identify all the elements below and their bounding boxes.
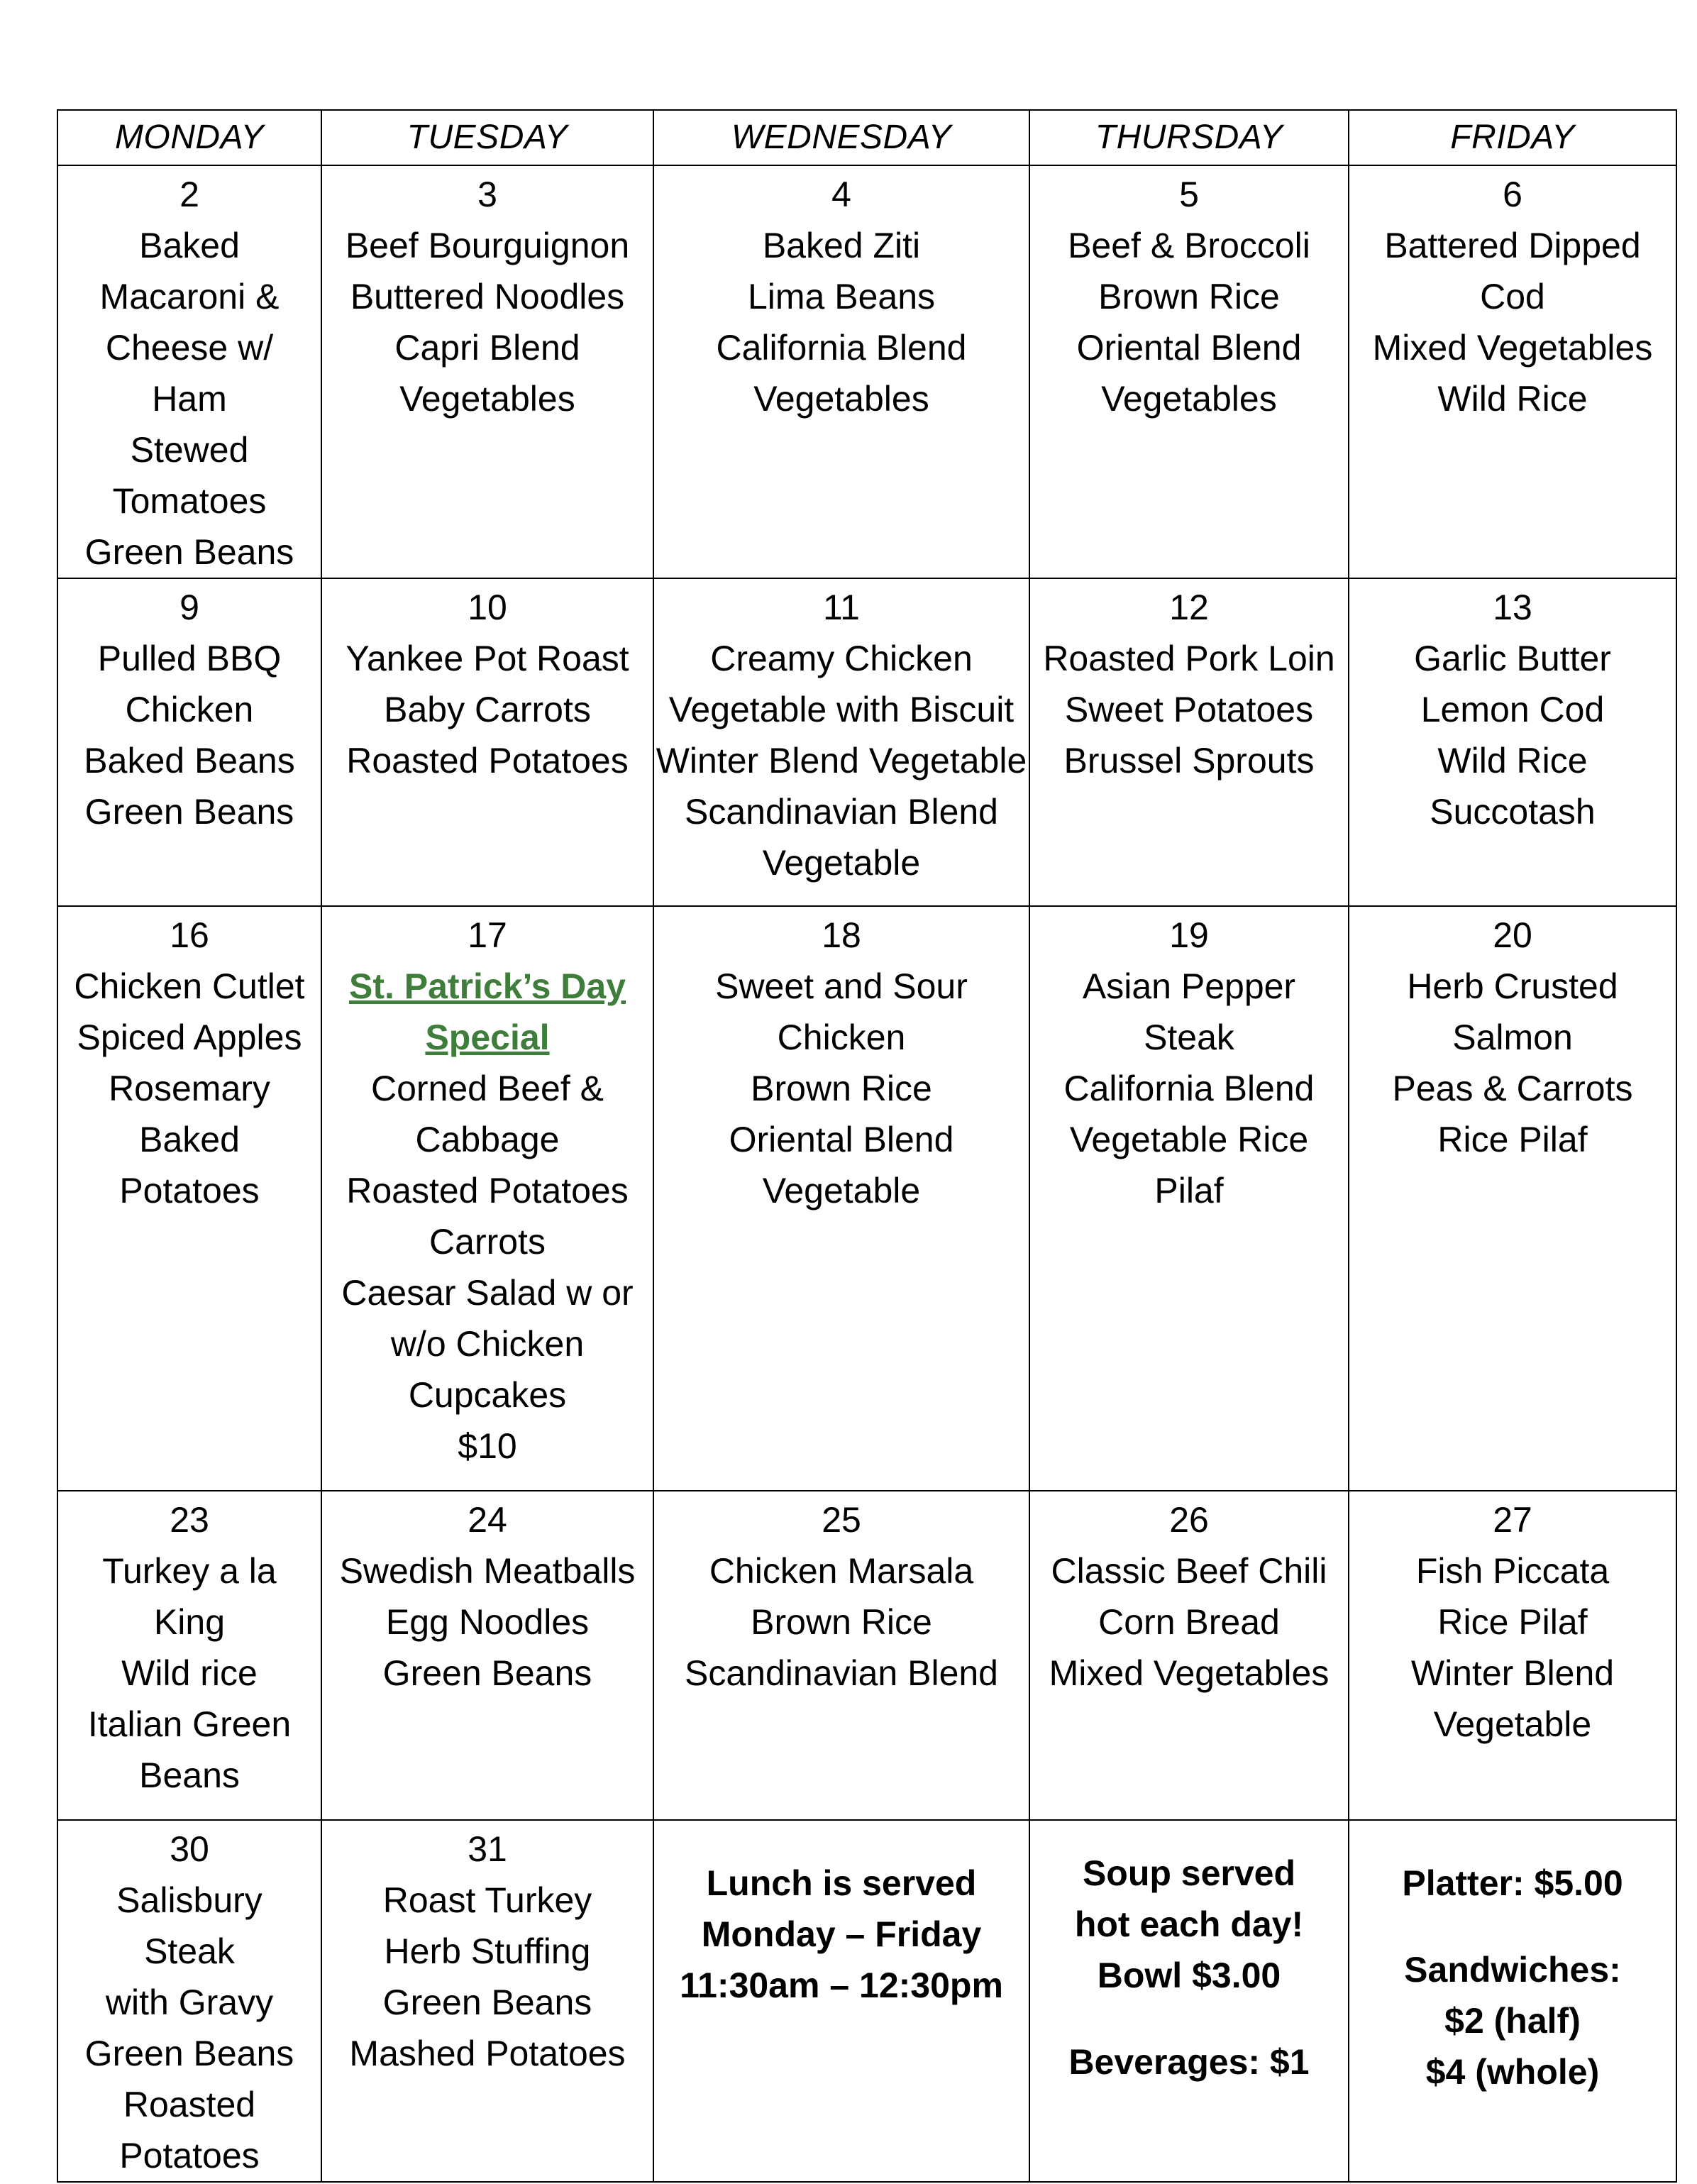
- menu-item: Baked Beans: [84, 741, 295, 781]
- menu-item: Rice Pilaf: [1437, 1120, 1588, 1159]
- date-number: 13: [1493, 588, 1532, 627]
- weekday-header-row: [57, 110, 1676, 165]
- menu-item: Ham: [152, 379, 227, 419]
- day-cell: [321, 165, 653, 578]
- date-number: 6: [1503, 175, 1522, 214]
- menu-item: California Blend: [1063, 1069, 1315, 1108]
- menu-item: Wild rice: [121, 1653, 258, 1693]
- day-cell: [57, 578, 321, 906]
- menu-item: Buttered Noodles: [350, 277, 625, 316]
- menu-item: Salisbury: [116, 1880, 262, 1920]
- menu-item: Capri Blend: [394, 328, 580, 368]
- day-cell: [653, 165, 1029, 578]
- menu-item: Potatoes: [119, 1171, 260, 1210]
- menu-item: Beef Bourguignon: [345, 226, 630, 265]
- menu-item: Green Beans: [84, 532, 294, 572]
- lunch-hours-cell: [653, 1820, 1029, 2182]
- menu-item: with Gravy: [105, 1982, 274, 2022]
- date-number: 20: [1493, 915, 1532, 955]
- menu-item: Sweet and Sour: [715, 966, 968, 1006]
- menu-item: Corned Beef &: [371, 1069, 604, 1108]
- date-number: 12: [1169, 588, 1209, 627]
- header-thursday: THURSDAY: [1029, 110, 1349, 165]
- menu-item: Creamy Chicken: [710, 639, 973, 678]
- menu-item: Peas & Carrots: [1392, 1069, 1633, 1108]
- sandwich-whole-price: $4 (whole): [1425, 2052, 1600, 2092]
- menu-item: Cupcakes: [408, 1375, 567, 1415]
- menu-item: Herb Crusted: [1407, 966, 1618, 1006]
- menu-item: California Blend: [716, 328, 967, 368]
- week-row-1: [57, 165, 1676, 578]
- menu-item: Chicken Marsala: [709, 1551, 974, 1591]
- day-cell: [1349, 1491, 1676, 1820]
- menu-item: Vegetables: [753, 379, 929, 419]
- soup-beverage-cell: [1029, 1820, 1349, 2182]
- date-number: 11: [823, 588, 860, 627]
- special-heading: Special: [425, 1017, 550, 1057]
- week-row-3: [57, 906, 1676, 1491]
- menu-item: Winter Blend: [1410, 1653, 1615, 1693]
- menu-item: Baked: [139, 1120, 240, 1159]
- menu-item: Roasted Potatoes: [346, 1171, 629, 1210]
- menu-item: Pulled BBQ: [97, 639, 282, 678]
- menu-item: Mixed Vegetables: [1049, 1653, 1330, 1693]
- date-number: 4: [831, 175, 851, 214]
- day-cell: [321, 578, 653, 906]
- header-monday: MONDAY: [57, 110, 321, 165]
- menu-item: Vegetables: [1101, 379, 1277, 419]
- date-number: 16: [170, 915, 209, 955]
- day-cell: [1349, 165, 1676, 578]
- menu-item: Stewed: [130, 430, 249, 470]
- menu-item: Vegetable: [762, 843, 921, 883]
- menu-item: Lemon Cod: [1420, 690, 1605, 729]
- day-cell: [321, 1820, 653, 2182]
- date-number: 5: [1179, 175, 1199, 214]
- date-number: 31: [468, 1829, 507, 1869]
- menu-item: Baked: [139, 226, 240, 265]
- sandwich-half-price: $2 (half): [1444, 2001, 1581, 2041]
- menu-item: Green Beans: [84, 2034, 294, 2073]
- date-number: 3: [477, 175, 497, 214]
- menu-item: Winter Blend Vegetable: [656, 741, 1027, 781]
- menu-item: Egg Noodles: [385, 1602, 590, 1642]
- menu-item: Beef & Broccoli: [1068, 226, 1310, 265]
- header-tuesday: TUESDAY: [321, 110, 653, 165]
- date-number: 30: [170, 1829, 209, 1869]
- menu-item: Macaroni &: [99, 277, 280, 316]
- soup-text: Soup served: [1082, 1853, 1296, 1893]
- lunch-hours-text: Lunch is served: [706, 1863, 977, 1903]
- day-cell: [1029, 1491, 1349, 1820]
- menu-item: Roasted: [123, 2085, 256, 2124]
- menu-item: Vegetable: [1433, 1704, 1592, 1744]
- menu-item: Caesar Salad w or: [341, 1273, 634, 1313]
- date-number: 9: [179, 588, 199, 627]
- menu-item: Beans: [139, 1755, 240, 1795]
- menu-item: Asian Pepper: [1082, 966, 1296, 1006]
- menu-item: Chicken: [777, 1017, 906, 1057]
- menu-item: Lima Beans: [747, 277, 936, 316]
- menu-item: Green Beans: [84, 792, 294, 832]
- menu-item: Yankee Pot Roast: [346, 639, 629, 678]
- sandwiches-label: Sandwiches:: [1404, 1950, 1621, 1990]
- day-cell: [1029, 165, 1349, 578]
- special-price: $10: [458, 1426, 517, 1466]
- menu-item: Cheese w/: [105, 328, 274, 368]
- menu-item: Green Beans: [382, 1982, 592, 2022]
- soup-text: hot each day!: [1074, 1904, 1304, 1944]
- menu-item: Wild Rice: [1437, 741, 1588, 781]
- beverage-price: Beverages: $1: [1068, 2042, 1310, 2082]
- menu-item: King: [153, 1602, 226, 1642]
- menu-item: Green Beans: [382, 1653, 592, 1693]
- menu-item: Cod: [1480, 277, 1545, 316]
- menu-item: Herb Stuffing: [384, 1931, 591, 1971]
- menu-item: Brown Rice: [751, 1602, 932, 1642]
- menu-item: Steak: [144, 1931, 235, 1971]
- date-number: 24: [468, 1500, 507, 1540]
- header-wednesday: WEDNESDAY: [653, 110, 1029, 165]
- platter-price: Platter: $5.00: [1402, 1863, 1623, 1903]
- menu-item: Vegetables: [399, 379, 575, 419]
- day-cell: [653, 1491, 1029, 1820]
- week-row-2: [57, 578, 1676, 906]
- menu-item: Battered Dipped: [1384, 226, 1641, 265]
- menu-item: Brussel Sprouts: [1063, 741, 1315, 781]
- menu-item: Carrots: [429, 1222, 546, 1262]
- menu-item: Potatoes: [119, 2136, 260, 2175]
- day-cell: [57, 906, 321, 1491]
- menu-item: Fish Piccata: [1415, 1551, 1610, 1591]
- header-friday: FRIDAY: [1349, 110, 1676, 165]
- menu-item: Wild Rice: [1437, 379, 1588, 419]
- menu-item: Rosemary: [109, 1069, 270, 1108]
- menu-item: Roasted Potatoes: [346, 741, 629, 781]
- menu-item: Baby Carrots: [384, 690, 591, 729]
- lunch-hours-text: 11:30am – 12:30pm: [680, 1965, 1003, 2005]
- menu-item: Oriental Blend: [729, 1120, 954, 1159]
- menu-item: Garlic Butter: [1414, 639, 1611, 678]
- date-number: 19: [1169, 915, 1209, 955]
- menu-item: Cabbage: [415, 1120, 560, 1159]
- date-number: 17: [468, 915, 507, 955]
- day-cell: [1349, 578, 1676, 906]
- menu-item: Chicken Cutlet: [74, 966, 305, 1006]
- date-number: 23: [170, 1500, 209, 1540]
- day-cell: [321, 1491, 653, 1820]
- menu-item: Steak: [1144, 1017, 1234, 1057]
- menu-item: w/o Chicken: [390, 1324, 585, 1364]
- menu-item: Pilaf: [1154, 1171, 1224, 1210]
- menu-item: Vegetable: [762, 1171, 921, 1210]
- menu-item: Vegetable Rice: [1069, 1120, 1309, 1159]
- day-cell: [1029, 906, 1349, 1491]
- menu-item: Tomatoes: [112, 481, 267, 521]
- date-number: 26: [1169, 1500, 1209, 1540]
- menu-item: Mashed Potatoes: [349, 2034, 626, 2073]
- week-row-5: [57, 1820, 1676, 2182]
- menu-item: Brown Rice: [751, 1069, 932, 1108]
- menu-item: Rice Pilaf: [1437, 1602, 1588, 1642]
- day-cell: [321, 906, 653, 1491]
- special-heading: St. Patrick’s Day: [348, 966, 626, 1006]
- menu-item: Mixed Vegetables: [1372, 328, 1653, 368]
- menu-item: Scandinavian Blend: [685, 1653, 998, 1693]
- date-number: 10: [468, 588, 507, 627]
- day-cell: [653, 578, 1029, 906]
- date-number: 18: [822, 915, 861, 955]
- lunch-hours-text: Monday – Friday: [701, 1914, 982, 1954]
- menu-item: Oriental Blend: [1076, 328, 1302, 368]
- menu-item: Corn Bread: [1098, 1602, 1280, 1642]
- week-row-4: [57, 1491, 1676, 1820]
- date-number: 27: [1493, 1500, 1532, 1540]
- menu-item: Italian Green: [87, 1704, 292, 1744]
- menu-item: Scandinavian Blend: [685, 792, 998, 832]
- menu-item: Turkey a la: [102, 1551, 277, 1591]
- day-cell: [57, 165, 321, 578]
- pricing-cell: [1349, 1820, 1676, 2182]
- day-cell: [653, 906, 1029, 1491]
- menu-item: Roasted Pork Loin: [1043, 639, 1335, 678]
- menu-item: Spiced Apples: [77, 1017, 302, 1057]
- menu-item: Salmon: [1452, 1017, 1573, 1057]
- menu-item: Baked Ziti: [762, 226, 921, 265]
- menu-item: Sweet Potatoes: [1064, 690, 1314, 729]
- lunch-menu-calendar: [57, 109, 1677, 2183]
- day-cell: [57, 1820, 321, 2182]
- menu-item: Chicken: [125, 690, 254, 729]
- soup-price: Bowl $3.00: [1097, 1956, 1281, 1995]
- menu-item: Roast Turkey: [382, 1880, 592, 1920]
- date-number: 25: [822, 1500, 861, 1540]
- day-cell: [1029, 578, 1349, 906]
- menu-item: Classic Beef Chili: [1051, 1551, 1327, 1591]
- date-number: 2: [179, 175, 199, 214]
- menu-item: Succotash: [1430, 792, 1596, 832]
- menu-item: Brown Rice: [1098, 277, 1280, 316]
- day-cell: [57, 1491, 321, 1820]
- day-cell: [1349, 906, 1676, 1491]
- menu-item: Swedish Meatballs: [339, 1551, 636, 1591]
- menu-item: Vegetable with Biscuit: [668, 690, 1015, 729]
